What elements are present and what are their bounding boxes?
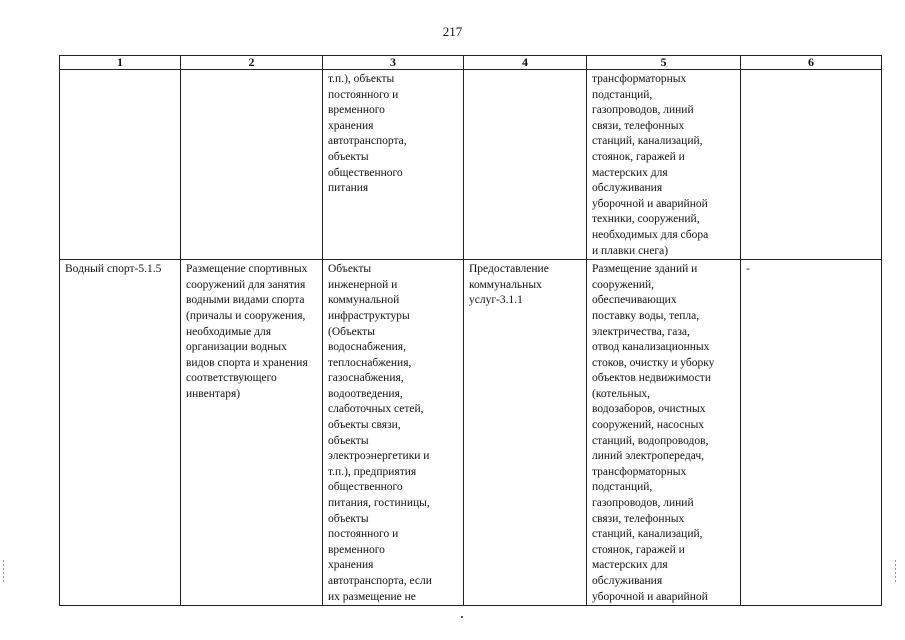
table-cell: [464, 70, 587, 260]
scan-edge-mark-left: [3, 560, 4, 582]
header-col-6: 6: [741, 56, 882, 70]
header-col-1: 1: [60, 56, 181, 70]
table-cell: Размещение спортивных сооружений для занятия водными видами спорта (причалы и сооружения, необходимые для организации водных видов спорта и хранения соответствующего инвентаря): [181, 260, 323, 606]
table-cell: [60, 70, 181, 260]
table-row: [60, 260, 882, 606]
scan-speck: [461, 616, 463, 618]
table-cell: т.п.), объекты постоянного и временного хранения автотранспорта, объекты общественного питания: [323, 70, 464, 260]
header-col-4: 4: [464, 56, 587, 70]
header-col-2: 2: [181, 56, 323, 70]
page-number: 217: [442, 24, 463, 39]
regulations-table: [59, 55, 882, 606]
table-cell: Объекты инженерной и коммунальной инфраструктуры (Объекты водоснабжения, теплоснабжения, газоснабжения, водоотведения, слаботочных сетей, объекты связи, объекты электроэнергетики и т.п.), предприятия общественного питания, гостиницы, объекты постоянного и временного хранения автотранспорта, если их размещение не: [323, 260, 464, 606]
table-cell: Предоставление коммунальных услуг-3.1.1: [464, 260, 587, 606]
table-header-row: [60, 56, 882, 70]
scan-edge-mark-right: [895, 560, 896, 582]
header-col-5: 5: [587, 56, 741, 70]
table-cell: [181, 70, 323, 260]
table-cell: -: [741, 260, 882, 606]
table-cell: трансформаторных подстанций, газопроводов, линий связи, телефонных станций, канализаций, стоянок, гаражей и мастерских для обслуживания уборочной и аварийной техники, сооружений, необходимых для сбора и плавки снега): [587, 70, 741, 260]
table-cell: Водный спорт-5.1.5: [60, 260, 181, 606]
header-col-3: 3: [323, 56, 464, 70]
table-cell: [741, 70, 882, 260]
table-row: [60, 70, 882, 260]
table-cell: Размещение зданий и сооружений, обеспечивающих поставку воды, тепла, электричества, газа, отвод канализационных стоков, очистку и уборку объектов недвижимости (котельных, водозаборов, очистных сооружений, насосных станций, водопроводов, линий электропередач, трансформаторных подстанций, газопроводов, линий связи, телефонных станций, канализаций, стоянок, гаражей и мастерских для обслуживания уборочной и аварийной: [587, 260, 741, 606]
